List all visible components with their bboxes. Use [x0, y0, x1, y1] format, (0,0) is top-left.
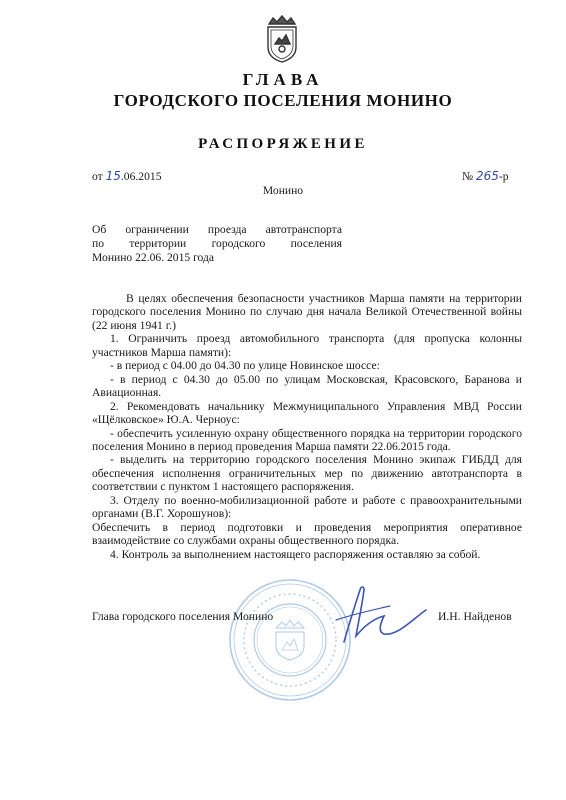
body-paragraph: - в период с 04.30 до 05.00 по улицам Московская, Красовского, Баранова и Авиационная. [92, 372, 522, 400]
body-paragraph: 4. Контроль за выполнением настоящего распоряжения оставляю за собой. [110, 547, 481, 561]
subject-line: по территории городского поселения [92, 237, 342, 250]
date-prefix: от [92, 170, 103, 183]
date-line [92, 169, 161, 183]
number-prefix: № [462, 170, 474, 183]
body-paragraph: Обеспечить в период подготовки и проведения мероприятия оперативное взаимодействие со службами охраны общественного порядка. [92, 520, 522, 548]
document-body [92, 292, 522, 561]
signatory-name: И.Н. Найденов [438, 610, 512, 623]
date-rest: .06.2015 [120, 170, 162, 183]
city: Монино [262, 184, 304, 197]
subject-block [92, 223, 342, 265]
date-day: 15 [105, 169, 121, 183]
body-paragraph: - выделить на территорию городского поселения Монино экипаж ГИБДД для обеспечения исполнения ограничительных мер по движению автотранспорта в соответствии с пунктом 1 настоящего распоряжения. [92, 453, 522, 494]
header-title: ГЛАВА [242, 70, 324, 89]
subject-line: Об ограничении проезда автотранспорта [92, 223, 342, 236]
number-value: 265 [475, 169, 499, 183]
body-paragraph: В целях обеспечения безопасности участников Марша памяти на территории городского поселения Монино по случаю дня начала Великой Отечественной войны (22 июня 1941 г.) [92, 292, 522, 332]
body-paragraph: 1. Ограничить проезд автомобильного транспорта (для пропуска колонны участников Марша памяти): [92, 332, 522, 359]
number-suffix: -р [498, 170, 509, 183]
body-paragraph: 3. Отделу по военно-мобилизационной работе и работе с правоохранительными органами (В.Г. Хорошунов): [92, 493, 522, 521]
body-paragraph: 2. Рекомендовать начальнику Межмуниципального Управления МВД России «Щёлковское» Ю.А. Черноус: [92, 399, 522, 427]
body-paragraph: - обеспечить усиленную охрану общественного порядка на территории городского поселения Монино в период проведения Марша памяти 22.06.2015 года. [92, 426, 522, 453]
header-subtitle: ГОРОДСКОГО ПОСЕЛЕНИЯ МОНИНО [113, 91, 453, 110]
document-number [462, 169, 509, 183]
subject-line: Монино 22.06. 2015 года [92, 251, 215, 264]
handwritten-signature-icon [314, 580, 434, 650]
signatory-position: Глава городского поселения Монино [92, 610, 274, 623]
document-type: РАСПОРЯЖЕНИЕ [198, 136, 368, 152]
coat-of-arms-icon [263, 14, 301, 64]
body-paragraph: - в период с 04.00 до 04.30 по улице Новинское шоссе: [110, 359, 380, 373]
